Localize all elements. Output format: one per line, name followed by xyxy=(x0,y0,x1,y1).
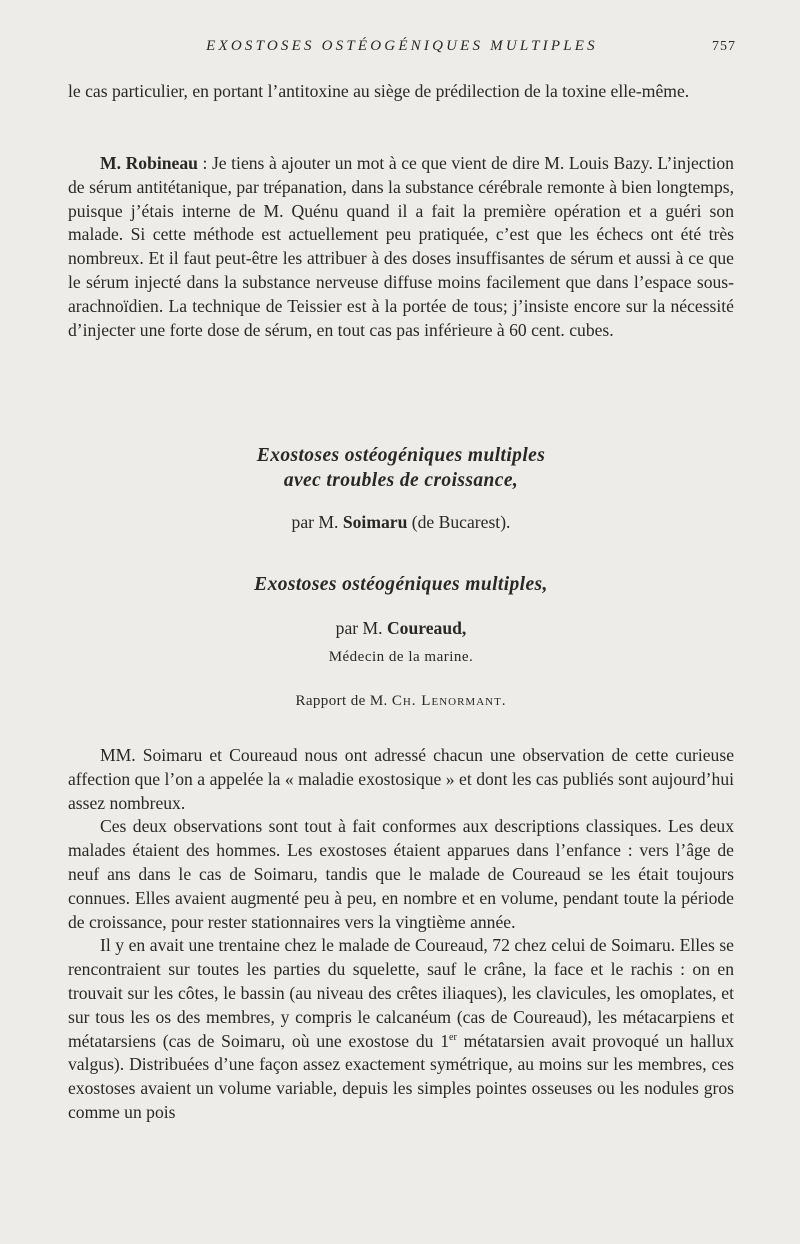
article1-by: par M. xyxy=(291,512,343,532)
running-title: EXOSTOSES OSTÉOGÉNIQUES MULTIPLES xyxy=(206,38,598,54)
header-divider xyxy=(68,62,736,63)
report-body xyxy=(68,744,734,1125)
ordinal-superscript: er xyxy=(449,1031,457,1043)
report-line xyxy=(68,690,734,712)
article2-affiliation: Médecin de la marine. xyxy=(328,649,474,665)
article1-byline xyxy=(68,510,734,534)
report-paragraph-2: Ces deux observations sont tout à fait conformes aux descriptions classiques. Les deux malades étaient des hommes. Les exostoses étaient apparues dans l’enfance : vers l’âge de neuf ans dans le cas de Soimaru, tandis que le malade de Coureaud se les était toujours connues. Elles avaient augmenté peu à peu, en nombre et en volume, pendant toute la période de croissance, pour rester stationnaires vers la vingtième année. xyxy=(68,816,734,932)
reporter-name: Ch. Lenormant. xyxy=(391,693,507,709)
article2-author: Coureaud, xyxy=(386,618,467,638)
speaker-name: M. Robineau xyxy=(100,153,198,173)
article1-place: (de Bucarest). xyxy=(407,512,511,532)
robineau-paragraph xyxy=(68,152,734,342)
continuation-paragraph xyxy=(68,80,734,104)
report-paragraph-1: MM. Soimaru et Coureaud nous ont adressé chacun une observation de cette curieuse affection que l’on a appelée la « maladie exostosique » et dont les cas publiés sont aujourd’hui assez nombreux. xyxy=(68,745,734,813)
report-paragraph-3b: métatarsien avait provoqué un hallux valgus). Distribuées d’une façon assez exactement symétrique, au moins sur les membres, ces exostoses avaient un volume variable, depuis les simples pointes osseuses ou les nodules gros comme un pois xyxy=(68,1030,734,1122)
article2-by: par M. xyxy=(335,618,387,638)
robineau-text xyxy=(68,152,734,342)
report-prefix: Rapport de M. xyxy=(295,693,392,709)
continuation-text: le cas particulier, en portant l’antitoxine au siège de prédilection de la toxine elle-même. xyxy=(68,81,690,101)
report-paragraph-3 xyxy=(68,934,734,1124)
article1-title-line1: Exostoses ostéogéniques multiples xyxy=(256,445,546,466)
article2-title: Exostoses ostéogéniques multiples, xyxy=(254,574,548,595)
running-header xyxy=(68,36,736,60)
article1-title-line2: avec troubles de croissance, xyxy=(283,470,519,491)
report-paragraph-3a: Il y en avait une trentaine chez le malade de Coureaud, 72 chez celui de Soimaru. Elles se rencontraient sur toutes les parties du squelette, sauf le crâne, la face et le rachis : on en trouvait sur les côtes, le bassin (au niveau des crêtes iliaques), les clavicules, les omoplates, et sur tous les os des membres, y compris le calcanéum (cas de Coureaud), les métacarpiens et métatarsiens (cas de Soimaru, où une exostose du 1 xyxy=(68,935,734,1051)
page-number: 757 xyxy=(712,39,736,54)
article2-byline xyxy=(68,616,734,640)
article1-author: Soimaru xyxy=(342,512,408,532)
robineau-body: : Je tiens à ajouter un mot à ce que vient de dire M. Louis Bazy. L’injection de sérum antitétanique, par trépanation, dans la substance cérébrale remonte à bien longtemps, puisque j’étais interne de M. Quénu quand il a fait la première opération et a guéri son malade. Si cette méthode est actuellement peu pratiquée, c’est que les échecs ont été très nombreux. Et il faut peut-être les attribuer à des doses insuffisantes de sérum et aussi à ce que le sérum injecté dans la substance nerveuse diffuse moins facilement que dans l’espace sous-arachnoïdien. La technique de Teissier est à la portée de tous; j’insiste encore sur la nécessité d’injecter une forte dose de sérum, en tout cas pas inférieure à 60 cent. cubes. xyxy=(68,153,734,340)
